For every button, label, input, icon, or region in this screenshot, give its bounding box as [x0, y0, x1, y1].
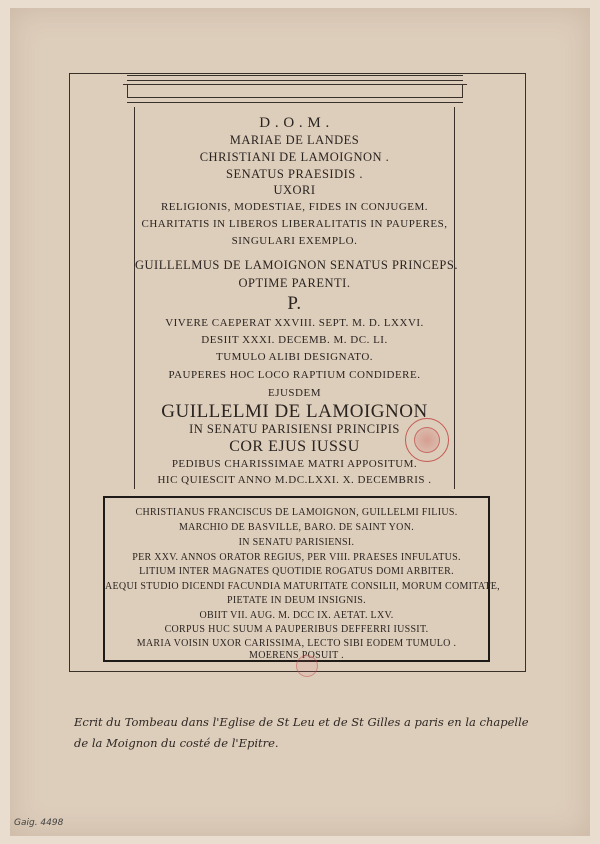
inscription-line: CHRISTIANUS FRANCISCUS DE LAMOIGNON, GUILLELMI FILIUS.: [135, 507, 458, 518]
inscription-line: CHARITATIS IN LIBEROS LIBERALITATIS IN PAUPERES,: [141, 218, 448, 230]
caption-line: Ecrit du Tombeau dans l'Eglise de St Leu et de St Gilles a paris en la chapelle: [74, 715, 529, 729]
inscription-line: LITIUM INTER MAGNATES QUOTIDIE ROGATUS DOMI ARBITER.: [139, 566, 454, 577]
handwritten-caption: [74, 712, 544, 754]
inscription-line: GUILLELMI DE LAMOIGNON: [161, 401, 428, 422]
inscription-line: COR EJUS IUSSU: [229, 438, 360, 455]
lower-inscription-panel: [103, 496, 500, 662]
inscription-line: SENATUS PRAESIDIS .: [226, 167, 363, 181]
inscription-line: TUMULO ALIBI DESIGNATO.: [215, 351, 374, 363]
inscription-line: CHRISTIANI DE LAMOIGNON .: [199, 150, 390, 164]
inscription-line: RELIGIONIS, MODESTIAE, FIDES IN CONJUGEM.: [160, 201, 429, 213]
inscription-line: SINGULARI EXEMPLO.: [231, 235, 358, 247]
inscription-line: DESIIT XXXI. DECEMB. M. DC. LI.: [201, 334, 388, 346]
inscription-line: OPTIME PARENTI.: [238, 276, 351, 290]
inscription-line: MARCHIO DE BASVILLE, BARO. DE SAINT YON.: [178, 522, 415, 533]
inscription-line: UXORI: [273, 183, 316, 197]
inscription-line: PER XXV. ANNOS ORATOR REGIUS, PER VIII. PRAESES INFULATUS.: [132, 552, 461, 563]
inscription-line: MOERENS POSUIT .: [249, 650, 344, 661]
inscription-line: PEDIBUS CHARISSIMAE MATRI APPOSITUM.: [171, 458, 418, 470]
inscription-line: P.: [287, 293, 302, 314]
inscription-line: MARIAE DE LANDES: [229, 133, 360, 147]
inscription-line: PAUPERES HOC LOCO RAPTIUM CONDIDERE.: [168, 369, 421, 381]
inscription-line: HIC QUIESCIT ANNO M.DC.LXXI. X. DECEMBRIS .: [157, 474, 432, 486]
inscription-line: OBIIT VII. AUG. M. DCC IX. AETAT. LXV.: [199, 610, 394, 621]
inscription-line: VIVERE CAEPERAT XXVIII. SEPT. M. D. LXXVI.: [165, 317, 424, 329]
library-stamp: [405, 418, 449, 462]
inscription-line: IN SENATU PARISIENSI.: [238, 537, 355, 548]
inscription-line: CORPUS HUC SUUM A PAUPERIBUS DEFFERRI IUSSIT.: [164, 624, 429, 635]
inscription-line: GUILLELMUS DE LAMOIGNON SENATUS PRINCEPS.: [135, 258, 458, 272]
inscription-line: EJUSDEM: [267, 387, 321, 399]
inscription-line: D . O . M .: [259, 115, 330, 131]
inscription-line: IN SENATU PARISIENSI PRINCIPIS: [189, 422, 400, 436]
shelfmark: Gaig. 4498: [14, 818, 64, 828]
inscription-line: MARIA VOISIN UXOR CARISSIMA, LECTO SIBI EODEM TUMULO .: [136, 638, 457, 649]
small-stamp: [296, 655, 318, 677]
inscription-line: PIETATE IN DEUM INSIGNIS.: [227, 595, 366, 606]
inscription-line: AEQUI STUDIO DICENDI FACUNDIA MATURITATE CONSILII, MORUM COMITATE,: [105, 581, 500, 592]
caption-line: de la Moignon du costé de l'Epitre.: [74, 736, 279, 750]
